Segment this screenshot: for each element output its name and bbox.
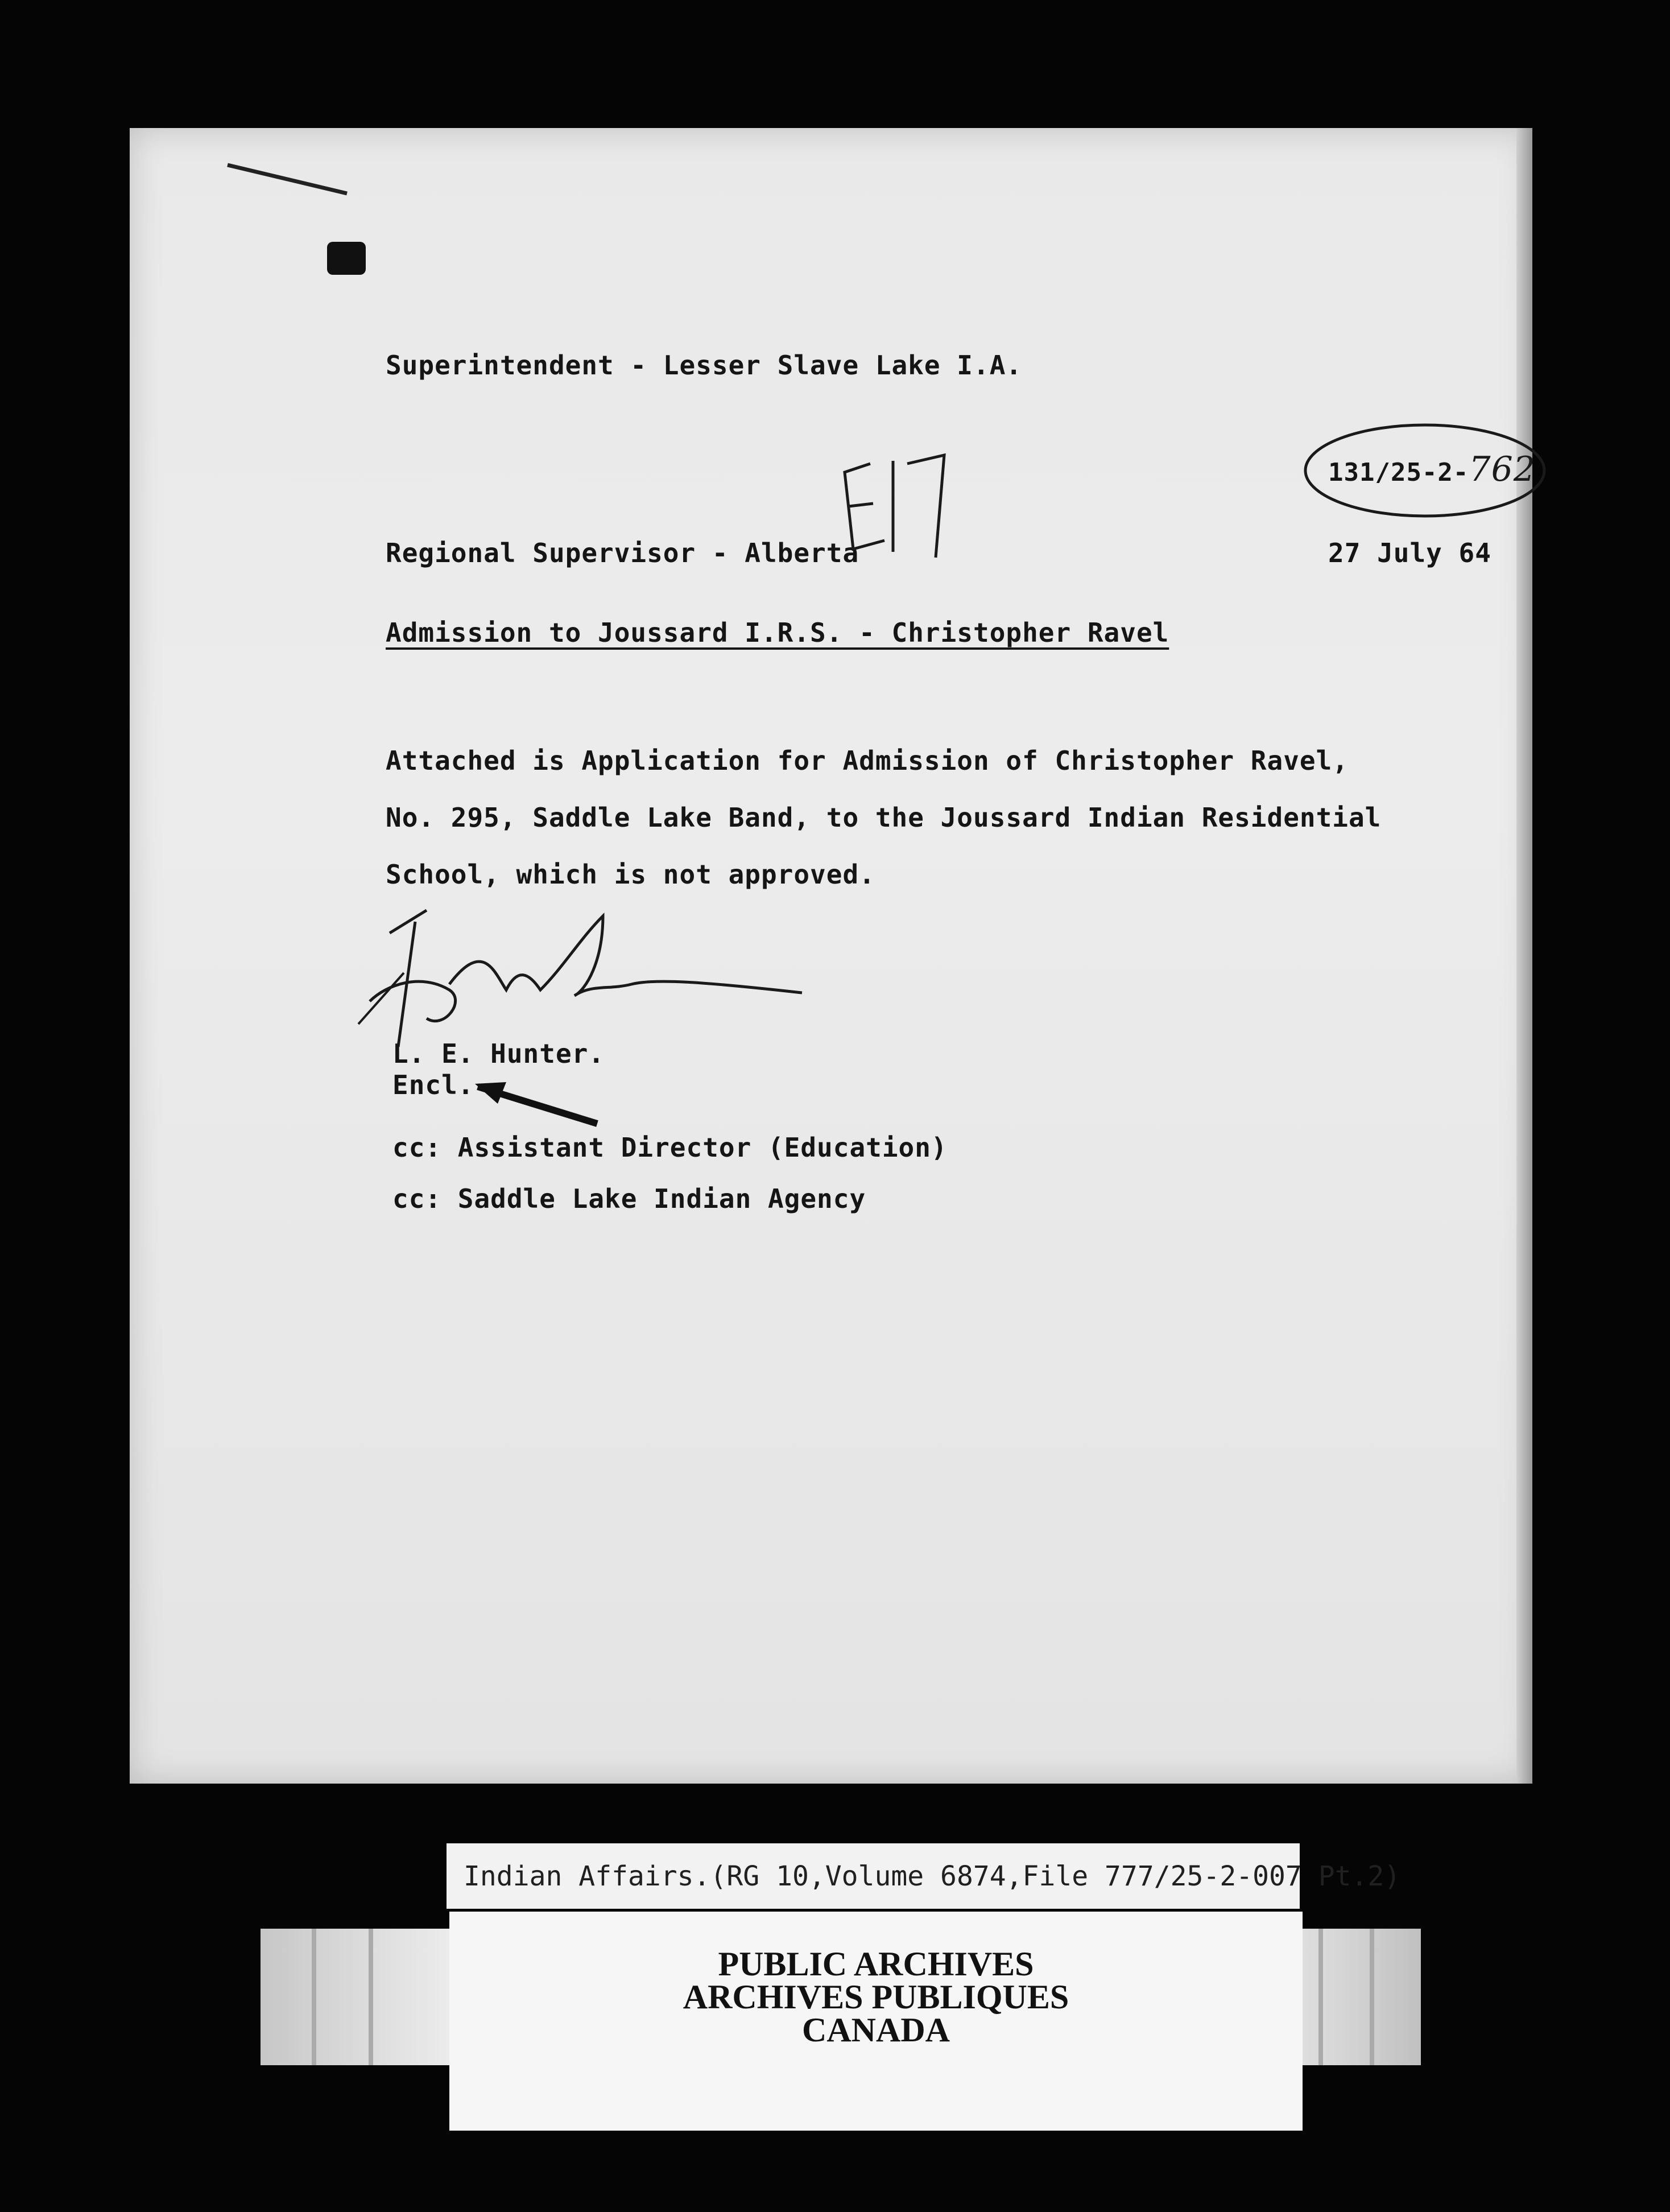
memo-to: Superintendent - Lesser Slave Lake I.A. xyxy=(386,350,1023,381)
body-line: No. 295, Saddle Lake Band, to the Joussard Indian Residential xyxy=(386,802,1382,833)
stamp-line: ARCHIVES PUBLIQUES xyxy=(683,1978,1069,2016)
archive-stamp xyxy=(449,1912,1303,2131)
enclosure: Encl. xyxy=(392,1070,474,1100)
body-line: School, which is not approved. xyxy=(386,859,875,890)
page-edge xyxy=(1516,128,1532,1784)
archive-reference: Indian Affairs.(RG 10,Volume 6874,File 777/25-2-007 Pt.2) xyxy=(464,1860,1401,1892)
file-number-handwritten: 762 xyxy=(1469,449,1536,489)
ink-blot xyxy=(327,242,366,275)
handwritten-e17 xyxy=(830,449,978,563)
cc-line: cc: Assistant Director (Education) xyxy=(392,1132,948,1163)
memo-from: Regional Supervisor - Alberta xyxy=(386,538,859,568)
stamp-line: PUBLIC ARCHIVES xyxy=(718,1945,1034,1983)
memo-date: 27 July 64 xyxy=(1328,538,1491,568)
arrow-icon xyxy=(466,1070,614,1132)
cc-line: cc: Saddle Lake Indian Agency xyxy=(392,1183,866,1214)
pencil-stroke xyxy=(222,154,358,205)
file-number-typed: 131/25-2- xyxy=(1328,458,1469,487)
signatory: L. E. Hunter. xyxy=(392,1038,605,1069)
body-line: Attached is Application for Admission of Christopher Ravel, xyxy=(386,745,1349,776)
file-number xyxy=(1328,449,1536,489)
stamp-line: CANADA xyxy=(802,2011,950,2049)
memo-subject: Admission to Joussard I.R.S. - Christopher Ravel xyxy=(386,617,1169,648)
archive-reference-label xyxy=(447,1843,1401,1909)
